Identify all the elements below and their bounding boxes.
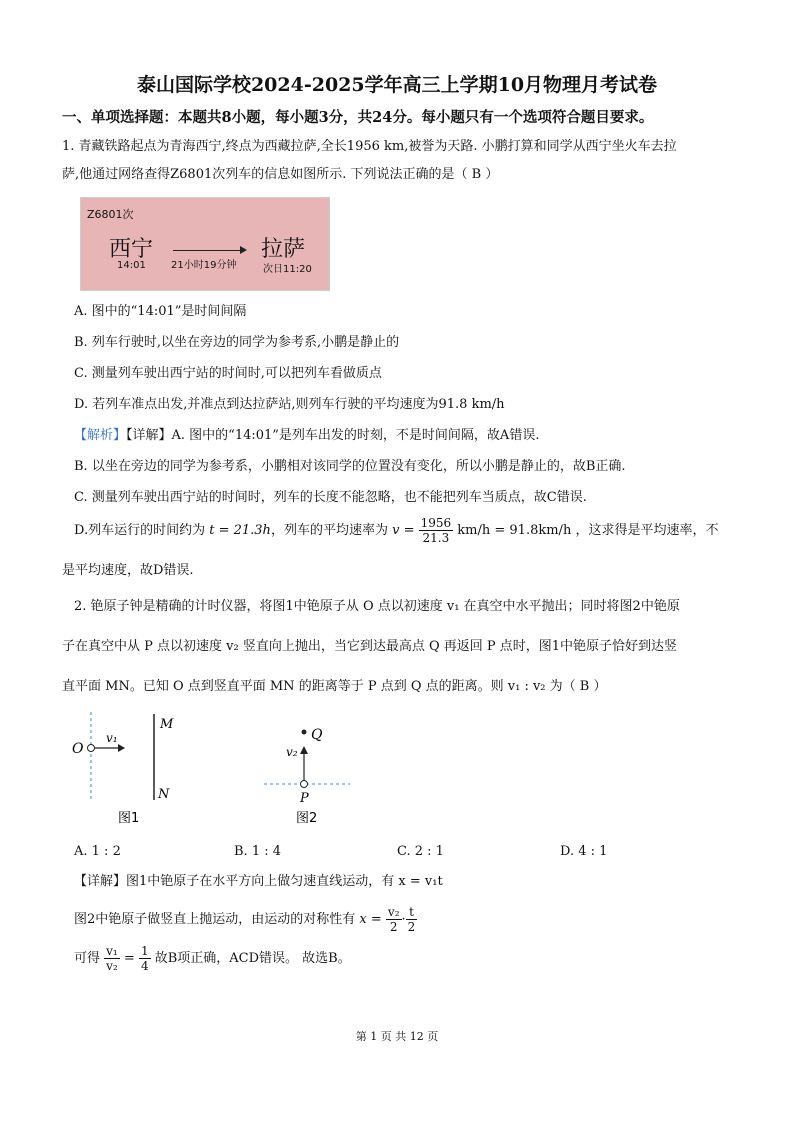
q2-detail-line3 bbox=[74, 944, 351, 973]
fraction-denominator: v₂ bbox=[106, 959, 118, 973]
fig2-label-v2: v₂ bbox=[286, 745, 298, 759]
fraction bbox=[386, 905, 402, 934]
fraction-numerator: v₂ bbox=[387, 905, 400, 919]
fig1-label-m: M bbox=[160, 717, 174, 732]
q2-option-a: A. 1 : 2 bbox=[74, 844, 121, 859]
analysis-tag: 【解析】 bbox=[74, 428, 127, 443]
q1-analysis-line1 bbox=[74, 427, 539, 445]
fraction bbox=[406, 905, 418, 934]
analysis-d-v: v = bbox=[392, 523, 415, 538]
section-heading: 一、单项选择题：本题共8小题，每小题3分，共24分。每小题只有一个选项符合题目要求。 bbox=[62, 109, 654, 126]
detail-line3-post: 故B项正确，ACD错误。 故选B。 bbox=[154, 951, 351, 966]
analysis-d-post: km/h = 91.8km/h ，这求得是平均速率，不 bbox=[457, 523, 719, 538]
fig2-caption: 图2 bbox=[296, 811, 318, 826]
fraction-numerator: v₁ bbox=[106, 944, 118, 958]
q2-detail-line1: 【详解】图1中铯原子在水平方向上做匀速直线运动，有 x = v₁t bbox=[74, 874, 443, 889]
train-from-time: 14:01 bbox=[117, 260, 146, 271]
q2-option-c: C. 2 : 1 bbox=[397, 844, 444, 859]
fig2-label-p: P bbox=[300, 791, 309, 806]
analysis-d-mid: ，列车的平均速率为 bbox=[270, 523, 388, 538]
q1-analysis-c: C. 测量列车驶出西宁站的时间时，列车的长度不能忽略，也不能把列车当质点，故C错误. bbox=[74, 490, 587, 505]
train-duration: 21小时19分钟 bbox=[171, 260, 237, 271]
arrow-right-icon bbox=[173, 250, 245, 251]
fraction-denominator: 2 bbox=[389, 920, 398, 934]
q2-detail-line2: 图2中铯原子做竖直上抛运动，由运动的对称性有 x = $\frac{\text{v₂}}{2}$ · $\frac{t}{2}$ bbox=[74, 905, 416, 934]
q1-option-c: C. 测量列车驶出西宁站的时间时,可以把列车看做质点 bbox=[74, 366, 382, 381]
fig1-caption: 图1 bbox=[118, 811, 140, 826]
q1-option-a: A. 图中的“14:01”是时间间隔 bbox=[74, 304, 247, 319]
analysis-d-pre: D.列车运行的时间约为 bbox=[74, 523, 206, 538]
figure-2 bbox=[258, 712, 368, 832]
train-info-card bbox=[80, 197, 330, 291]
fig1-label-n: N bbox=[158, 787, 170, 802]
q1-analysis-b: B. 以坐在旁边的同学为参考系，小鹏相对该同学的位置没有变化，所以小鹏是静止的，故B正确. bbox=[74, 459, 626, 474]
q2-stem-line3: 直平面 MN。已知 O 点到竖直平面 MN 的距离等于 P 点到 Q 点的距离。则 v₁ : v₂ 为（ B ） bbox=[62, 679, 607, 694]
q1-option-d: D. 若列车准点出发,并准点到达拉萨站,则列车行驶的平均速度为91.8 km/h bbox=[74, 397, 505, 412]
q2-stem-line1: 2. 铯原子钟是精确的计时仪器，将图1中铯原子从 O 点以初速度 v₁ 在真空中水平抛出；同时将图2中铯原 bbox=[74, 599, 680, 614]
q2-option-b: B. 1 : 4 bbox=[234, 844, 282, 859]
q1-analysis-d-line2: 是平均速度，故D错误. bbox=[62, 563, 194, 578]
train-to-time: 次日11:20 bbox=[263, 264, 312, 275]
analysis-detail: 【详解】A. 图中的“14:01”是列车出发的时刻，不是时间间隔，故A错误. bbox=[126, 428, 540, 443]
fraction bbox=[104, 944, 120, 973]
fraction-numerator: 1956 bbox=[420, 516, 452, 530]
figure-1 bbox=[70, 712, 190, 832]
train-from: 西宁 bbox=[109, 237, 154, 262]
fig1-label-v1: v₁ bbox=[106, 731, 118, 745]
fraction-numerator: t bbox=[406, 905, 418, 920]
fraction bbox=[139, 944, 151, 973]
fraction-denominator: 2 bbox=[407, 920, 416, 934]
detail-line3-eq: = bbox=[123, 951, 135, 966]
detail-line2-pre: 图2中铯原子做竖直上抛运动，由运动的对称性有 bbox=[74, 912, 356, 927]
page-title: 泰山国际学校2024-2025学年高三上学期10月物理月考试卷 bbox=[136, 74, 658, 96]
detail-line3-pre: 可得 bbox=[74, 951, 101, 966]
train-number: Z6801次 bbox=[87, 208, 134, 221]
detail-line2-x: x = bbox=[359, 912, 382, 927]
analysis-d-time: t = 21.3h bbox=[209, 523, 271, 538]
fig2-label-q: Q bbox=[311, 727, 323, 743]
q1-option-b: B. 列车行驶时,以坐在旁边的同学为参考系,小鹏是静止的 bbox=[74, 335, 400, 350]
fraction bbox=[419, 516, 454, 545]
q2-stem-line2: 子在真空中从 P 点以初速度 v₂ 竖直向上抛出，当它到达最高点 Q 再返回 P 点时，图1中铯原子恰好到达竖 bbox=[62, 639, 678, 654]
fraction-denominator: 21.3 bbox=[422, 531, 450, 545]
q2-option-d: D. 4 : 1 bbox=[560, 844, 608, 859]
train-to: 拉萨 bbox=[261, 237, 306, 262]
q1-analysis-d bbox=[74, 516, 718, 545]
fraction-denominator: 4 bbox=[140, 959, 149, 973]
fraction-numerator: 1 bbox=[140, 944, 149, 958]
q1-stem-line1: 1. 青藏铁路起点为青海西宁,终点为西藏拉萨,全长1956 km,被誉为天路. 小鹏打算和同学从西宁坐火车去拉 bbox=[62, 139, 677, 154]
fig1-label-o: O bbox=[72, 741, 84, 757]
page-footer: 第 1 页 共 12 页 bbox=[355, 1030, 439, 1043]
q1-stem-line2: 萨,他通过网络查得Z6801次列车的信息如图所示. 下列说法正确的是（ B ） bbox=[62, 167, 499, 182]
